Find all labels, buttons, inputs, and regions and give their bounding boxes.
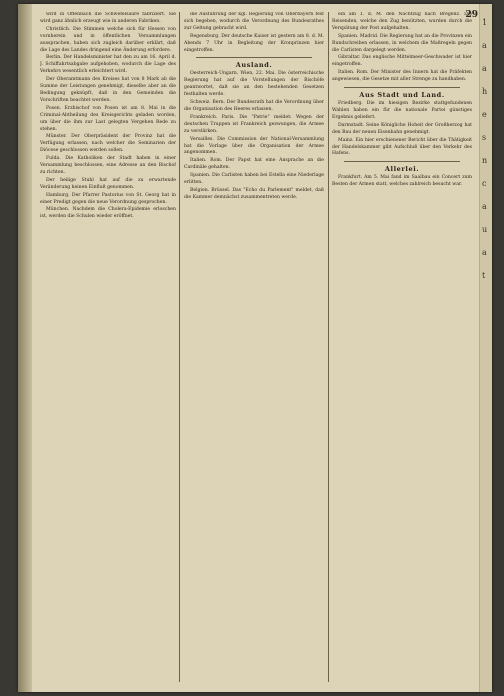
article-paragraph: Der Oberamtmann des Kreises hat von 8 Mark ab die Summe der Leistungen genehmigt, dieselbe aber an die Bedingung geknüpft, daß in den Gemeinden die Vorschriften beachtet werden. [40,77,176,103]
column-divider [328,12,329,682]
article-paragraph: Versailles. Die Commission der National-Versammlung hat die Vorlage über die Organisation der Armee angenommen. [184,136,324,156]
edge-letter: a [482,64,487,73]
article-paragraph: Italien. Rom. Der Minister des Innern hat die Präfekten angewiesen, die Gesetze mit aller Strenge zu handhaben. [332,70,472,83]
article-paragraph: Posen. Erzbischof von Posen ist am 8. Mai in die Criminal-Abtheilung des Kreisgerichts geladen worden, um über die ihm zur Last gelegten Vergehen Rede zu stehen. [40,105,176,132]
section-heading: Allerlei. [384,165,420,174]
section-heading: Ausland. [235,61,273,70]
section-rule [196,57,312,58]
article-paragraph: Mainz. Ein hier erschienener Bericht über die Thätigkeit der Handelskammer gibt Aufschluß über den Verkehr des Hafens. [332,137,472,157]
edge-letter: h [482,87,488,96]
section-heading: Aus Stadt und Land. [359,91,445,100]
article-paragraph: Hamburg. Der Pfarrer Pastorius von St. Georg hat in einer Predigt gegen die neue Verordnung gesprochen. [40,192,176,205]
page-number: 29 [465,10,478,20]
section-rule [344,87,460,88]
edge-letter: t [482,271,486,280]
edge-letter: e [482,110,487,119]
article-paragraph: Spanien. Die Carlisten haben bei Estella eine Niederlage erlitten. [184,173,324,186]
article-paragraph: Belgien. Brüssel. Das "Echo du Parlement" meldet, daß die Kammer demnächst zusammentreten werde. [184,187,324,200]
text-column-2 [184,12,324,682]
article-paragraph: Münster. Der Oberpräsident der Provinz hat die Verfügung erlassen, nach welcher die Seminarien der Diöcese geschlossen werden sollen. [40,134,176,154]
article-paragraph: München. Nachdem die Cholera-Epidemie erloschen ist, werden die Schulen wieder eröffnet. [40,207,176,220]
article-paragraph: Frankfurt. Am 5. Mai fand im Saalbau ein Concert zum Besten der Armen statt, welches zahlreich besucht war. [332,175,472,188]
edge-letter: a [482,41,487,50]
article-paragraph: Schweiz. Bern. Der Bundesrath hat die Verordnung über die Organisation des Heeres erlassen. [184,100,324,112]
article-paragraph: Oesterreich-Ungarn. Wien, 22. Mai. Die österreichische Regierung hat auf die Vorstellungen der Bischöfe geantwortet, daß sie an den bestehenden Gesetzen festhalten werde. [184,71,324,98]
page-binding [18,4,32,692]
edge-letter: u [482,225,488,234]
article-paragraph: ein am 1. d. M. den Nachtzug nach Bregenz. Die Reisenden, welche den Zug benützten, wurden durch die Verspätung der Post aufgehalten. [332,12,472,31]
article-paragraph: Christlich. Die Stimmen welche sich für Hessen von vornherein und in öffentlichen Versammlungen aussprachen, haben sich zugleich darüber erklärt, daß die Lage des Landes dringend eine Änderung erfordere. [40,26,176,53]
column-divider [179,12,180,682]
article-paragraph: Der heilige Stuhl hat auf die zu erwartende Veränderung keinen Einfluß genommen. [40,177,176,190]
text-column-1 [40,12,176,682]
article-paragraph: Fulda. Die Katholiken der Stadt haben in einer Versammlung beschlossen, eine Adresse an den Bischof zu richten. [40,156,176,175]
edge-letter: a [482,202,487,211]
newspaper-page [18,4,492,692]
article-paragraph: Regensburg. Der deutsche Kaiser ist gestern am 8. d. M. Abends 7 Uhr in Begleitung der Kronprinzen hier eingetroffen. [184,33,324,53]
adjacent-page-edge [479,4,492,692]
text-column-3 [332,12,472,682]
article-paragraph: Darmstadt. Seine Königliche Hoheit der Großherzog hat den Bau der neuen Eisenbahn genehmigt. [332,122,472,135]
article-paragraph: Friedberg. Die im hiesigen Bezirke stattgefundenen Wahlen haben ein für die nationale Partei günstiges Ergebnis geliefert. [332,101,472,120]
section-rule [344,161,460,162]
article-paragraph: Italien. Rom. Der Papst hat eine Ansprache an die Cardinäle gehalten. [184,158,324,171]
article-paragraph: Spanien. Madrid. Die Regierung hat an die Provinzen ein Rundschreiben erlassen, in welchem die Maßregeln gegen die Carlisten dargelegt werden. [332,33,472,53]
article-paragraph: die Ausführung der kgl. Regierung von Oberbayern fest sich begeben, wodurch die Verordnung des Bundesrathes zur Geltung gebracht wird. [184,12,324,31]
article-paragraph: Berlin. Der Handelsminister hat den zu am 16. April d. J. Schiffahrtsabgabe aufgehoben, wodurch die Lage des Verkehrs wesentlich erleichtert wird. [40,55,176,75]
edge-letter: c [482,179,487,188]
edge-letter: a [482,248,487,257]
edge-letter: n [482,156,488,165]
edge-letter: 1 [482,18,488,27]
article-paragraph: Frankreich. Paris. Die "Patrie" meldet: Wegen der deutschen Truppen ist Frankreich gezwungen, die Armee zu verstärken. [184,114,324,134]
edge-letter: s [482,133,487,142]
article-paragraph: wird in Offenbach die Schwefelsäure fabriziert. Sie wird ganz ähnlich erzeugt wie in anderen Fabriken. [40,12,176,24]
article-paragraph: Gibraltar. Das englische Mittelmeer-Geschwader ist hier eingetroffen. [332,55,472,68]
